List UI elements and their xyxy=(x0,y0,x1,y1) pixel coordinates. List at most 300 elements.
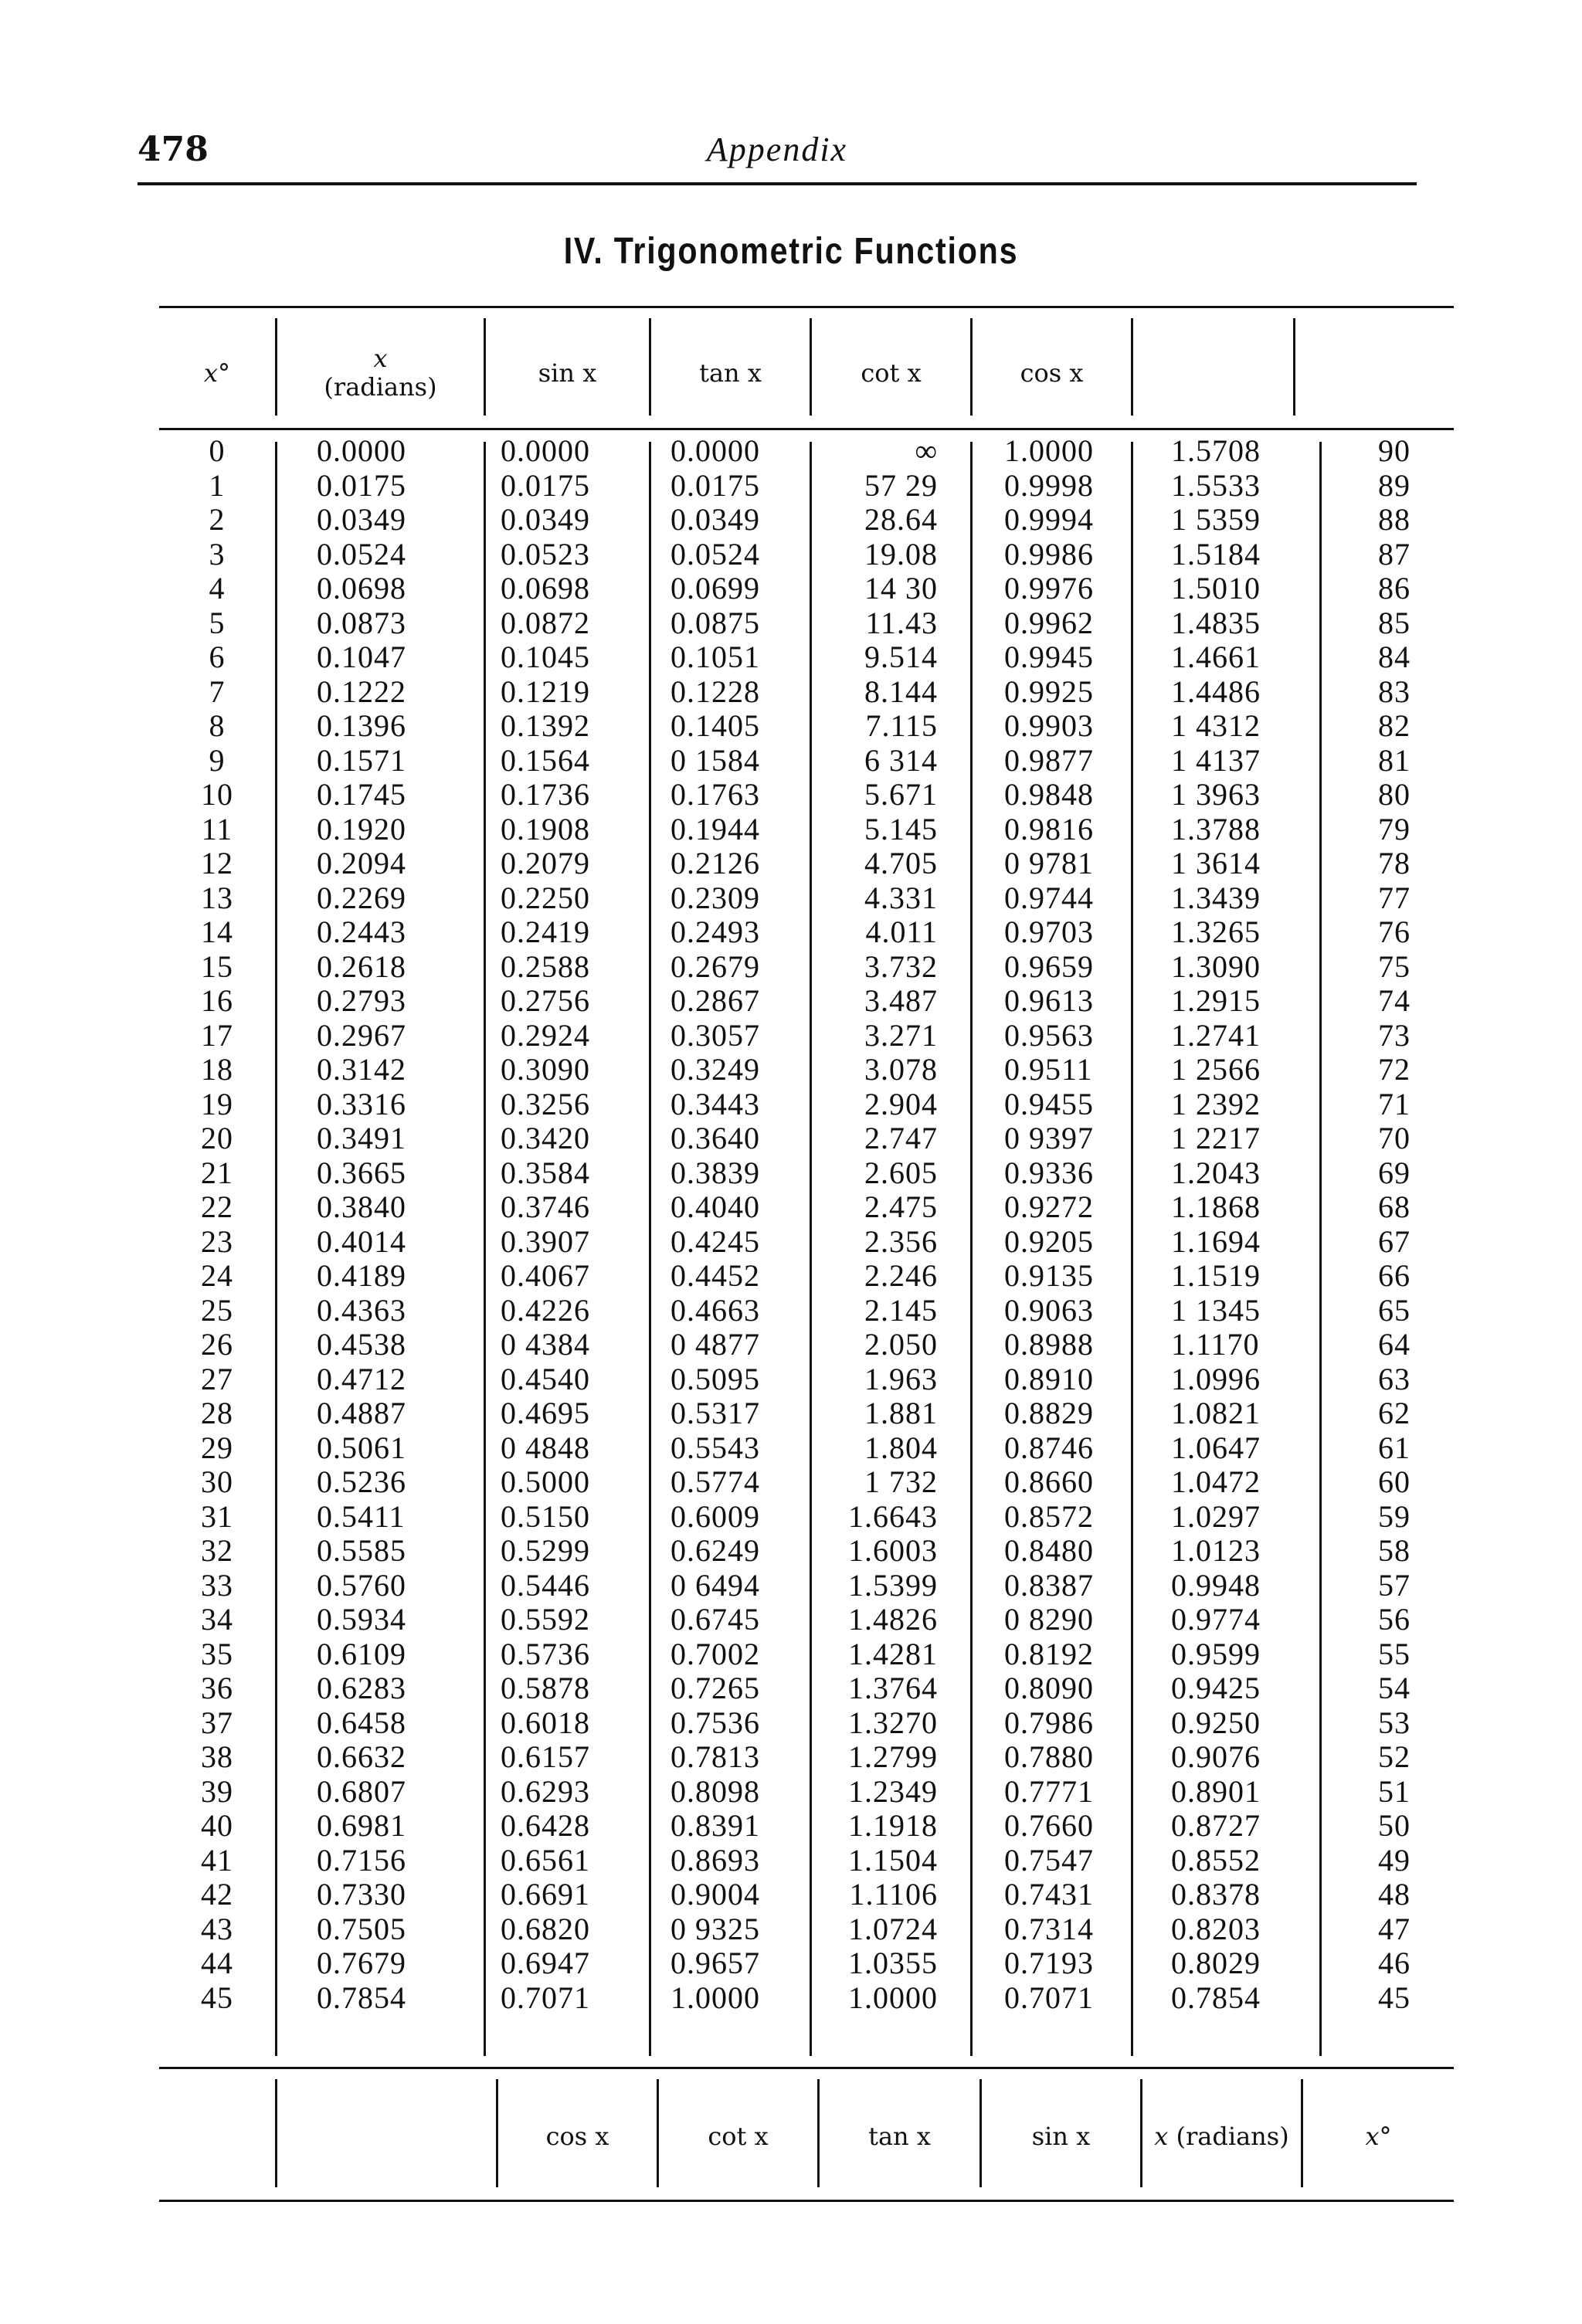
complement-degrees-cell: 47 xyxy=(1378,1911,1411,1946)
cot-cell: 1.804 xyxy=(864,1430,938,1465)
radians-cell: 0.2618 xyxy=(317,948,406,984)
complement-degrees-cell: 87 xyxy=(1378,536,1411,572)
table-row xyxy=(159,1809,1454,1844)
tan-cell: 0.6009 xyxy=(670,1498,760,1534)
sin-cell: 0.3256 xyxy=(501,1086,590,1121)
complement-degrees-cell: 72 xyxy=(1378,1052,1411,1087)
radians-cell: 0.3316 xyxy=(317,1086,406,1121)
tan-cell: 0.1763 xyxy=(670,777,760,812)
degrees-cell: 16 xyxy=(201,983,233,1018)
radians-cell: 0.7156 xyxy=(317,1842,406,1878)
cos-cell: 0.9816 xyxy=(1004,811,1094,846)
complement-radians-cell: 0.9948 xyxy=(1171,1567,1261,1603)
degrees-cell: 8 xyxy=(209,708,226,743)
tan-cell: 0.6745 xyxy=(670,1602,760,1637)
complement-radians-cell: 1.3788 xyxy=(1171,811,1261,846)
sin-cell: 0.1045 xyxy=(501,640,590,674)
table-row xyxy=(159,606,1454,641)
degrees-cell: 4 xyxy=(209,571,226,606)
cos-cell: 0.9925 xyxy=(1004,673,1094,709)
table-row xyxy=(159,1775,1454,1810)
footer-sin: sin x xyxy=(1031,2121,1091,2151)
table-row xyxy=(159,1121,1454,1156)
degrees-cell: 17 xyxy=(201,1017,233,1053)
complement-degrees-cell: 70 xyxy=(1378,1121,1411,1155)
degrees-cell: 45 xyxy=(201,1980,233,2015)
header-tan: tan x xyxy=(699,358,762,388)
complement-radians-cell: 1 3614 xyxy=(1171,846,1261,880)
radians-cell: 0.0175 xyxy=(317,467,406,503)
complement-degrees-cell: 85 xyxy=(1378,605,1411,640)
sin-cell: 0.6018 xyxy=(501,1705,590,1740)
tan-cell: 0.1228 xyxy=(670,673,760,709)
cot-cell: 1.4826 xyxy=(848,1602,938,1637)
complement-degrees-cell: 84 xyxy=(1378,640,1411,674)
table-top-rule xyxy=(159,306,1454,308)
sin-cell: 0.4226 xyxy=(501,1292,590,1328)
tan-cell: 0.0175 xyxy=(670,467,760,503)
degrees-cell: 40 xyxy=(201,1808,233,1843)
complement-degrees-cell: 73 xyxy=(1378,1017,1411,1053)
cos-cell: 0.9986 xyxy=(1004,536,1094,572)
complement-radians-cell: 1.1519 xyxy=(1171,1258,1261,1293)
cos-cell: 0 8290 xyxy=(1004,1602,1094,1637)
tan-cell: 0.2679 xyxy=(670,948,760,984)
cos-cell: 0.8192 xyxy=(1004,1636,1094,1671)
complement-degrees-cell: 46 xyxy=(1378,1946,1411,1980)
section-title: IV. Trigonometric Functions xyxy=(563,231,1019,272)
radians-cell: 0.4014 xyxy=(317,1223,406,1259)
degrees-cell: 32 xyxy=(201,1533,233,1568)
complement-radians-cell: 1.0821 xyxy=(1171,1396,1261,1430)
cot-cell: 11.43 xyxy=(865,605,938,640)
complement-radians-cell: 1 5359 xyxy=(1171,502,1261,537)
radians-cell: 0.7330 xyxy=(317,1877,406,1912)
tan-cell: 0.9657 xyxy=(670,1946,760,1980)
radians-cell: 0.4189 xyxy=(317,1258,406,1293)
complement-radians-cell: 0.7854 xyxy=(1171,1980,1261,2015)
header-radians-x: x xyxy=(373,344,388,374)
cos-cell: 0.9848 xyxy=(1004,777,1094,812)
cot-cell: 4.011 xyxy=(865,914,938,949)
cos-cell: 0.9563 xyxy=(1004,1017,1094,1053)
degrees-cell: 21 xyxy=(201,1155,233,1190)
cos-cell: 0.8480 xyxy=(1004,1533,1094,1568)
table-row xyxy=(159,1500,1454,1535)
degrees-cell: 36 xyxy=(201,1671,233,1705)
radians-cell: 0.2793 xyxy=(317,983,406,1018)
cot-cell: 1.0000 xyxy=(848,1980,938,2015)
complement-degrees-cell: 71 xyxy=(1378,1086,1411,1121)
cos-cell: 0.8387 xyxy=(1004,1567,1094,1603)
tan-cell: 0.0349 xyxy=(670,502,760,537)
cot-cell: 5.671 xyxy=(864,777,938,812)
table-row xyxy=(159,1465,1454,1500)
cot-cell: 1.4281 xyxy=(848,1636,938,1671)
degrees-cell: 37 xyxy=(201,1705,233,1740)
table-row xyxy=(159,1053,1454,1087)
cos-cell: 0.9976 xyxy=(1004,571,1094,606)
sin-cell: 0.0349 xyxy=(501,502,590,537)
tan-cell: 0.8693 xyxy=(670,1842,760,1878)
tan-cell: 0.7265 xyxy=(670,1671,760,1705)
cos-cell: 0.9336 xyxy=(1004,1155,1094,1190)
table-row xyxy=(159,1362,1454,1397)
table-row xyxy=(159,1431,1454,1466)
sin-cell: 0.6820 xyxy=(501,1911,590,1946)
complement-radians-cell: 1.3265 xyxy=(1171,914,1261,949)
header-bottom-rule xyxy=(159,428,1454,430)
degrees-cell: 28 xyxy=(201,1396,233,1430)
sin-cell: 0 4384 xyxy=(501,1327,590,1362)
cot-cell: 28.64 xyxy=(864,502,938,537)
sin-cell: 0.6293 xyxy=(501,1773,590,1809)
cot-cell: 1.3270 xyxy=(848,1705,938,1740)
tan-cell: 0.3249 xyxy=(670,1052,760,1087)
cot-cell: 8.144 xyxy=(864,673,938,709)
table-row xyxy=(159,469,1454,504)
cot-cell: 4.331 xyxy=(864,880,938,915)
complement-radians-cell: 1 4137 xyxy=(1171,742,1261,778)
tan-cell: 0.4663 xyxy=(670,1292,760,1328)
table-row xyxy=(159,1225,1454,1260)
complement-radians-cell: 1.3439 xyxy=(1171,880,1261,915)
radians-cell: 0.2443 xyxy=(317,914,406,949)
complement-degrees-cell: 88 xyxy=(1378,502,1411,537)
tan-cell: 0.3839 xyxy=(670,1155,760,1190)
degrees-cell: 19 xyxy=(201,1086,233,1121)
footer-tan: tan x xyxy=(868,2121,931,2151)
cot-cell: 1.3764 xyxy=(848,1671,938,1705)
radians-cell: 0.6807 xyxy=(317,1773,406,1809)
radians-cell: 0.1396 xyxy=(317,708,406,743)
complement-radians-cell: 1.4661 xyxy=(1171,640,1261,674)
tan-cell: 0.3057 xyxy=(670,1017,760,1053)
table-row xyxy=(159,1844,1454,1878)
degrees-cell: 30 xyxy=(201,1464,233,1499)
cot-cell: ∞ xyxy=(915,433,938,468)
cos-cell: 0.9272 xyxy=(1004,1189,1094,1224)
tan-cell: 0.3443 xyxy=(670,1086,760,1121)
table-row xyxy=(159,538,1454,572)
table-row xyxy=(159,1946,1454,1981)
cos-cell: 0.8829 xyxy=(1004,1396,1094,1430)
complement-radians-cell: 0.9599 xyxy=(1171,1636,1261,1671)
cot-cell: 2.145 xyxy=(864,1292,938,1328)
complement-radians-cell: 1.5184 xyxy=(1171,536,1261,572)
sin-cell: 0.3090 xyxy=(501,1052,590,1087)
cos-cell: 0.7986 xyxy=(1004,1705,1094,1740)
complement-degrees-cell: 56 xyxy=(1378,1602,1411,1637)
cos-cell: 0.9744 xyxy=(1004,880,1094,915)
complement-degrees-cell: 74 xyxy=(1378,983,1411,1018)
cos-cell: 0.8660 xyxy=(1004,1464,1094,1499)
sin-cell: 0.0698 xyxy=(501,571,590,606)
complement-degrees-cell: 49 xyxy=(1378,1842,1411,1878)
footer-radians-label: (radians) xyxy=(1176,2121,1289,2151)
table-row xyxy=(159,434,1454,469)
sin-cell: 0.1392 xyxy=(501,708,590,743)
degrees-cell: 33 xyxy=(201,1567,233,1603)
footer-radians xyxy=(1142,2090,1301,2183)
complement-radians-cell: 0.8552 xyxy=(1171,1842,1261,1878)
complement-degrees-cell: 50 xyxy=(1378,1808,1411,1843)
tan-cell: 1.0000 xyxy=(670,1980,760,2015)
cot-cell: 6 314 xyxy=(864,742,938,778)
footer-blank-1 xyxy=(159,2090,275,2183)
cos-cell: 0.7660 xyxy=(1004,1808,1094,1843)
sin-cell: 0.6428 xyxy=(501,1808,590,1843)
sin-cell: 0.2419 xyxy=(501,914,590,949)
sin-cell: 0.0175 xyxy=(501,467,590,503)
table-row xyxy=(159,1912,1454,1947)
degrees-cell: 25 xyxy=(201,1292,233,1328)
table-row xyxy=(159,1706,1454,1741)
radians-cell: 0.7505 xyxy=(317,1911,406,1946)
tan-cell: 0.0524 xyxy=(670,536,760,572)
footer-degrees: x° xyxy=(1365,2121,1392,2151)
cot-cell: 1.6643 xyxy=(848,1498,938,1534)
table-row xyxy=(159,1190,1454,1225)
sin-cell: 0.4540 xyxy=(501,1361,590,1396)
table-row xyxy=(159,1019,1454,1053)
page-header xyxy=(137,130,1417,179)
sin-cell: 0.2924 xyxy=(501,1017,590,1053)
complement-degrees-cell: 48 xyxy=(1378,1877,1411,1912)
complement-degrees-cell: 61 xyxy=(1378,1430,1411,1465)
complement-radians-cell: 1 2217 xyxy=(1171,1121,1261,1155)
complement-degrees-cell: 59 xyxy=(1378,1498,1411,1534)
tan-cell: 0.5317 xyxy=(670,1396,760,1430)
radians-cell: 0.7679 xyxy=(317,1946,406,1980)
degrees-cell: 7 xyxy=(209,673,226,709)
table-row xyxy=(159,572,1454,606)
complement-degrees-cell: 53 xyxy=(1378,1705,1411,1740)
trig-table xyxy=(159,306,1454,2303)
complement-degrees-cell: 81 xyxy=(1378,742,1411,778)
degrees-cell: 22 xyxy=(201,1189,233,1224)
complement-radians-cell: 1.2915 xyxy=(1171,983,1261,1018)
degrees-cell: 5 xyxy=(209,605,226,640)
sin-cell: 0.1564 xyxy=(501,742,590,778)
cot-cell: 1.6003 xyxy=(848,1533,938,1568)
tan-cell: 0.2867 xyxy=(670,983,760,1018)
complement-degrees-cell: 58 xyxy=(1378,1533,1411,1568)
complement-degrees-cell: 60 xyxy=(1378,1464,1411,1499)
table-row xyxy=(159,1396,1454,1431)
complement-degrees-cell: 45 xyxy=(1378,1980,1411,2015)
cos-cell: 0.8910 xyxy=(1004,1361,1094,1396)
degrees-cell: 31 xyxy=(201,1498,233,1534)
complement-radians-cell: 1.4835 xyxy=(1171,605,1261,640)
cot-cell: 9.514 xyxy=(864,640,938,674)
tan-cell: 0 6494 xyxy=(670,1567,760,1603)
radians-cell: 0.0524 xyxy=(317,536,406,572)
complement-degrees-cell: 89 xyxy=(1378,467,1411,503)
cot-cell: 7.115 xyxy=(865,708,938,743)
degrees-cell: 11 xyxy=(201,811,233,846)
complement-degrees-cell: 55 xyxy=(1378,1636,1411,1671)
complement-radians-cell: 1 4312 xyxy=(1171,708,1261,743)
table-row xyxy=(159,1534,1454,1569)
cot-cell: 2.747 xyxy=(864,1121,938,1155)
sin-cell: 0.1219 xyxy=(501,673,590,709)
cot-cell: 4.705 xyxy=(864,846,938,880)
sin-cell: 0.6561 xyxy=(501,1842,590,1878)
radians-cell: 0.3665 xyxy=(317,1155,406,1190)
radians-cell: 0.4363 xyxy=(317,1292,406,1328)
cot-cell: 19.08 xyxy=(864,536,938,572)
radians-cell: 0.2967 xyxy=(317,1017,406,1053)
radians-cell: 0.4712 xyxy=(317,1361,406,1396)
radians-cell: 0.1920 xyxy=(317,811,406,846)
sin-cell: 0.2250 xyxy=(501,880,590,915)
header-cot: cot x xyxy=(861,358,922,388)
tan-cell: 0 1584 xyxy=(670,742,760,778)
sin-cell: 0.2756 xyxy=(501,983,590,1018)
complement-radians-cell: 0.8901 xyxy=(1171,1773,1261,1809)
tan-cell: 0.0699 xyxy=(670,571,760,606)
degrees-cell: 44 xyxy=(201,1946,233,1980)
tan-cell: 0.2309 xyxy=(670,880,760,915)
footer-cot: cot x xyxy=(708,2121,769,2151)
cos-cell: 0.7193 xyxy=(1004,1946,1094,1980)
cos-cell: 0 9781 xyxy=(1004,846,1094,880)
table-row xyxy=(159,1156,1454,1191)
tan-cell: 0.1051 xyxy=(670,640,760,674)
table-row xyxy=(159,950,1454,985)
complement-degrees-cell: 90 xyxy=(1378,433,1411,468)
cot-cell: 57 29 xyxy=(864,467,938,503)
cot-cell: 1.0724 xyxy=(848,1911,938,1946)
cos-cell: 0.9659 xyxy=(1004,948,1094,984)
radians-cell: 0.5411 xyxy=(317,1498,406,1534)
radians-cell: 0.2094 xyxy=(317,846,406,880)
complement-degrees-cell: 79 xyxy=(1378,811,1411,846)
degrees-cell: 20 xyxy=(201,1121,233,1155)
header-sin: sin x xyxy=(538,358,597,388)
footer-top-rule xyxy=(159,2067,1454,2069)
sin-cell: 0.1736 xyxy=(501,777,590,812)
radians-cell: 0.4538 xyxy=(317,1327,406,1362)
table-row xyxy=(159,984,1454,1019)
cos-cell: 1.0000 xyxy=(1004,433,1094,468)
cos-cell: 0.7071 xyxy=(1004,1980,1094,2015)
complement-degrees-cell: 77 xyxy=(1378,880,1411,915)
cot-cell: 2.050 xyxy=(864,1327,938,1362)
cos-cell: 0.9962 xyxy=(1004,605,1094,640)
cos-cell: 0.7314 xyxy=(1004,1911,1094,1946)
complement-radians-cell: 1.0647 xyxy=(1171,1430,1261,1465)
complement-radians-cell: 1.2043 xyxy=(1171,1155,1261,1190)
radians-cell: 0.7854 xyxy=(317,1980,406,2015)
table-row xyxy=(159,1259,1454,1294)
complement-radians-cell: 0.8029 xyxy=(1171,1946,1261,1980)
cos-cell: 0.8746 xyxy=(1004,1430,1094,1465)
degrees-cell: 42 xyxy=(201,1877,233,1912)
sin-cell: 0.5299 xyxy=(501,1533,590,1568)
sin-cell: 0.6157 xyxy=(501,1739,590,1774)
complement-radians-cell: 1.1694 xyxy=(1171,1223,1261,1259)
complement-degrees-cell: 86 xyxy=(1378,571,1411,606)
sin-cell: 0.5736 xyxy=(501,1636,590,1671)
cos-cell: 0.9063 xyxy=(1004,1292,1094,1328)
table-row xyxy=(159,846,1454,881)
tan-cell: 0.9004 xyxy=(670,1877,760,1912)
degrees-cell: 0 xyxy=(209,433,226,468)
radians-cell: 0.5236 xyxy=(317,1464,406,1499)
table-row xyxy=(159,1294,1454,1328)
tan-cell: 0.5095 xyxy=(670,1361,760,1396)
radians-cell: 0.1222 xyxy=(317,673,406,709)
table-row xyxy=(159,744,1454,779)
tan-cell: 0 9325 xyxy=(670,1911,760,1946)
complement-radians-cell: 1.4486 xyxy=(1171,673,1261,709)
cot-cell: 1.1918 xyxy=(848,1808,938,1843)
sin-cell: 0.6691 xyxy=(501,1877,590,1912)
cot-cell: 1.2349 xyxy=(848,1773,938,1809)
tan-cell: 0.5774 xyxy=(670,1464,760,1499)
tan-cell: 0.0000 xyxy=(670,433,760,468)
cot-cell: 1.1504 xyxy=(848,1842,938,1878)
degrees-cell: 23 xyxy=(201,1223,233,1259)
sin-cell: 0.4067 xyxy=(501,1258,590,1293)
cot-cell: 2.356 xyxy=(864,1223,938,1259)
tan-cell: 0.0875 xyxy=(670,605,760,640)
complement-degrees-cell: 51 xyxy=(1378,1773,1411,1809)
header-blank-2 xyxy=(1295,331,1450,416)
complement-degrees-cell: 57 xyxy=(1378,1567,1411,1603)
page-number: 478 xyxy=(137,130,209,169)
tan-cell: 0.8391 xyxy=(670,1808,760,1843)
complement-degrees-cell: 78 xyxy=(1378,846,1411,880)
table-row xyxy=(159,915,1454,950)
table-row xyxy=(159,1603,1454,1637)
running-head: Appendix xyxy=(706,131,848,168)
tan-cell: 0.2126 xyxy=(670,846,760,880)
radians-cell: 0.6283 xyxy=(317,1671,406,1705)
complement-radians-cell: 1.2741 xyxy=(1171,1017,1261,1053)
sin-cell: 0.5446 xyxy=(501,1567,590,1603)
header-rule xyxy=(137,182,1417,185)
cot-cell: 14 30 xyxy=(864,571,938,606)
tan-cell: 0.1405 xyxy=(670,708,760,743)
cos-cell: 0 9397 xyxy=(1004,1121,1094,1155)
radians-cell: 0.5934 xyxy=(317,1602,406,1637)
complement-radians-cell: 1 1345 xyxy=(1171,1292,1261,1328)
sin-cell: 0.0872 xyxy=(501,605,590,640)
complement-radians-cell: 1 2566 xyxy=(1171,1052,1261,1087)
degrees-cell: 2 xyxy=(209,502,226,537)
cos-cell: 0.9998 xyxy=(1004,467,1094,503)
radians-cell: 0.5760 xyxy=(317,1567,406,1603)
degrees-cell: 43 xyxy=(201,1911,233,1946)
tan-cell: 0.4245 xyxy=(670,1223,760,1259)
degrees-cell: 14 xyxy=(201,914,233,949)
degrees-cell: 27 xyxy=(201,1361,233,1396)
sin-cell: 0 4848 xyxy=(501,1430,590,1465)
sin-cell: 0.3584 xyxy=(501,1155,590,1190)
table-row xyxy=(159,1637,1454,1672)
cos-cell: 0.9945 xyxy=(1004,640,1094,674)
tan-cell: 0.5543 xyxy=(670,1430,760,1465)
table-row xyxy=(159,1087,1454,1122)
sin-cell: 0.1908 xyxy=(501,811,590,846)
radians-cell: 0.6458 xyxy=(317,1705,406,1740)
cos-cell: 0.9511 xyxy=(1004,1052,1093,1087)
radians-cell: 0.3491 xyxy=(317,1121,406,1155)
tan-cell: 0.7002 xyxy=(670,1636,760,1671)
